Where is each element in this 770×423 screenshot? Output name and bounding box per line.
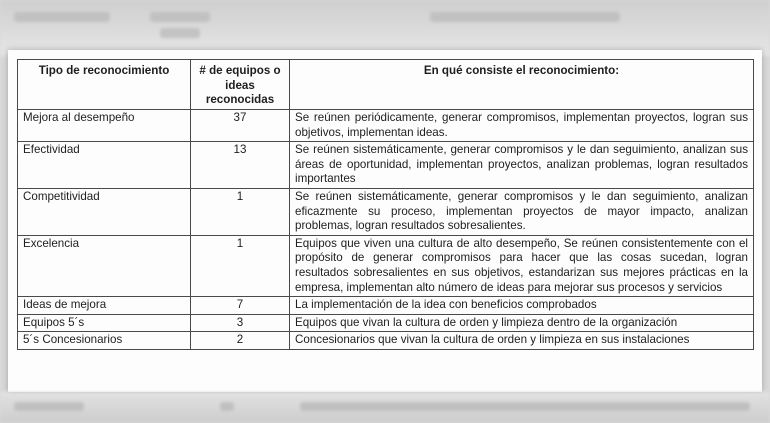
cell-cantidad: 2 [191,332,290,350]
blurred-text [14,12,110,22]
table-row [18,188,754,235]
blurred-text [430,12,620,22]
background-blur-bottom [0,392,770,423]
cell-descripcion: Equipos que vivan la cultura de orden y limpieza dentro de la organización [290,314,754,332]
blurred-text [14,402,84,411]
cell-tipo: Ideas de mejora [18,297,191,315]
cell-cantidad: 7 [191,297,290,315]
cell-cantidad: 13 [191,142,290,189]
table-row [18,332,754,350]
cell-tipo: Equipos 5´s [18,314,191,332]
cell-descripcion: Se reúnen periódicamente, generar compromisos, implementan proyectos, logran sus objetivos, implementan ideas. [290,110,754,142]
cell-descripcion: La implementación de la idea con beneficios comprobados [290,297,754,315]
blurred-text [300,402,750,411]
cell-tipo: Mejora al desempeño [18,110,191,142]
table-row [18,314,754,332]
cell-tipo: Excelencia [18,235,191,296]
cell-descripcion: Se reúnen sistemáticamente, generar compromisos y le dan seguimiento, analizan eficazmente su proceso, implementan proyectos de mayor impacto, analizan problemas, logran resultados sobresalientes. [290,188,754,235]
cell-descripcion: Equipos que viven una cultura de alto desempeño, Se reúnen consistentemente con el propósito de generar compromisos para hacer que las cosas sucedan, logran resultados sobresalientes en sus objetivos, estandarizan sus mejores prácticas en la empresa, implementan alto número de ideas para mejorar sus procesos y servicios [290,235,754,296]
table-row [18,142,754,189]
cell-descripcion: Concesionarios que vivan la cultura de orden y limpieza en sus instalaciones [290,332,754,350]
header-descripcion: En qué consiste el reconocimiento: [290,60,754,110]
background-blur-top [0,0,770,56]
cell-cantidad: 1 [191,188,290,235]
cell-cantidad: 3 [191,314,290,332]
table-row [18,235,754,296]
header-cantidad: # de equipos o ideas reconocidas [191,60,290,110]
table-header-row [18,60,754,110]
cell-tipo: Competitividad [18,188,191,235]
table-row [18,110,754,142]
table-row [18,297,754,315]
blurred-text [160,28,200,38]
cell-descripcion: Se reúnen sistemáticamente, generar compromisos y le dan seguimiento, analizan sus áreas de oportunidad, implementan proyectos, analizan problemas, logran resultados importantes [290,142,754,189]
header-tipo: Tipo de reconocimiento [18,60,191,110]
blurred-text [220,402,234,411]
document-page [8,50,762,392]
cell-tipo: Efectividad [18,142,191,189]
cell-cantidad: 1 [191,235,290,296]
recognition-table [17,59,754,350]
cell-cantidad: 37 [191,110,290,142]
blurred-text [150,12,210,22]
cell-tipo: 5´s Concesionarios [18,332,191,350]
